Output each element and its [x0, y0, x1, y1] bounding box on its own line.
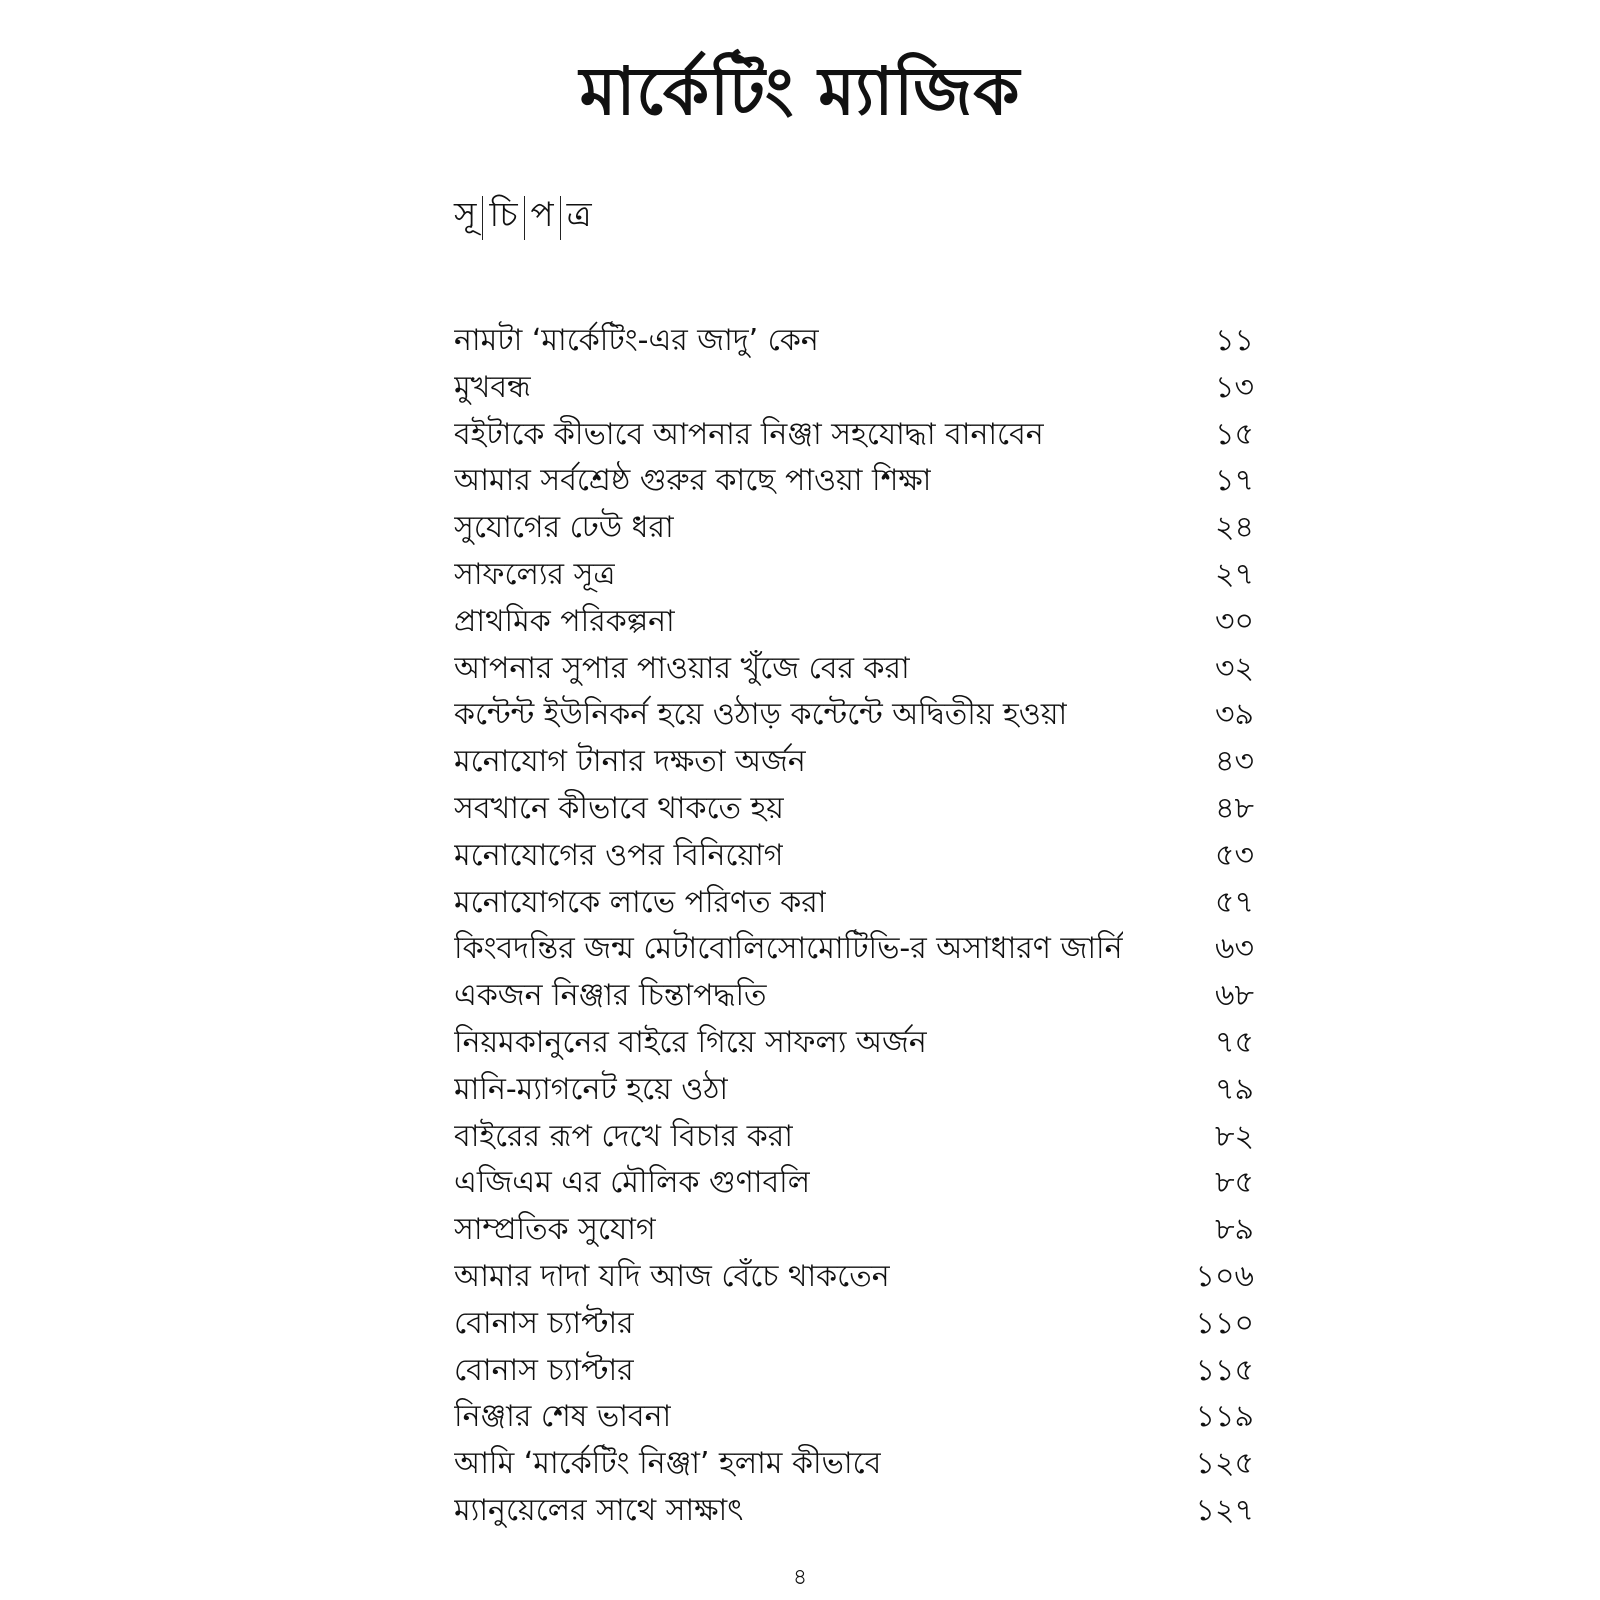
toc-entry: [454, 365, 1254, 412]
book-title: মার্কেটিং ম্যাজিক: [579, 53, 1021, 130]
toc-entry-title: মানি-ম্যাগনেট হয়ে ওঠা: [454, 1071, 729, 1107]
page-number: ৪: [792, 1565, 808, 1590]
toc-entry: [454, 1207, 1254, 1254]
toc-entry-page: ৪৮: [1215, 790, 1254, 826]
toc-entry-title: বইটাকে কীভাবে আপনার নিঞ্জা সহযোদ্ধা বানাবেন: [454, 416, 1044, 452]
toc-entry-page: ৭৫: [1215, 1024, 1254, 1060]
toc-entry-title: মনোযোগকে লাভে পরিণত করা: [454, 884, 827, 920]
toc-entry-page: ১১৫: [1195, 1352, 1254, 1388]
toc-entry-title: সাম্প্রতিক সুযোগ: [454, 1212, 656, 1248]
toc-entry-title: নামটা ‘মার্কেটিং-এর জাদু’ কেন: [454, 323, 819, 358]
toc-entry-page: ৫৭: [1215, 884, 1254, 920]
toc-entry-page: ৬৮: [1215, 978, 1254, 1014]
toc-entry: [454, 833, 1254, 880]
toc-entry-page: ১১: [1215, 323, 1254, 358]
toc-heading-syllable: প: [525, 196, 561, 240]
toc-entry-page: ১১০: [1195, 1305, 1254, 1341]
toc-entry-title: এজিএম এর মৌলিক গুণাবলি: [454, 1165, 811, 1201]
toc-entry-page: ২৭: [1214, 556, 1254, 592]
toc-entry: [454, 1067, 1254, 1114]
toc-entry-page: ১২৫: [1195, 1446, 1254, 1482]
toc-entry-page: ৬৩: [1214, 931, 1254, 967]
toc-entry-page: ১৫: [1215, 416, 1254, 452]
toc-entry-title: বাইরের রূপ দেখে বিচার করা: [454, 1118, 793, 1154]
toc-entry-title: আমার সর্বশ্রেষ্ঠ গুরুর কাছে পাওয়া শিক্ষা: [454, 463, 932, 499]
toc-entry: [454, 646, 1254, 693]
toc-entry-title: সুযোগের ঢেউ ধরা: [454, 510, 674, 546]
toc-entry-page: ৩০: [1214, 603, 1254, 639]
toc-entry: [454, 1254, 1254, 1301]
toc-entry: [454, 1160, 1254, 1207]
toc-entry: [454, 412, 1254, 459]
toc-entry-page: ১২৭: [1195, 1492, 1254, 1528]
toc-entry-page: ১৩: [1215, 369, 1254, 405]
toc-entry: [454, 1301, 1254, 1348]
toc-list: [454, 318, 1254, 1535]
toc-entry-title: আমি ‘মার্কেটিং নিঞ্জা’ হলাম কীভাবে: [454, 1446, 882, 1482]
toc-entry-page: ৪৩: [1215, 744, 1254, 780]
toc-entry: [454, 1441, 1254, 1488]
toc-entry-title: কন্টেন্ট ইউনিকর্ন হয়ে ওঠাড় কন্টেন্টে অদ্বিতীয় হওয়া: [454, 697, 1068, 733]
toc-entry-title: মনোযোগের ওপর বিনিয়োগ: [454, 837, 784, 873]
toc-entry: [454, 599, 1254, 646]
toc-entry-title: আমার দাদা যদি আজ বেঁচে থাকতেন: [454, 1258, 890, 1294]
toc-entry-page: ১০৬: [1195, 1258, 1254, 1294]
toc-entry-page: ৮৯: [1215, 1212, 1254, 1248]
toc-entry-page: ৩৯: [1215, 697, 1254, 733]
toc-entry: [454, 458, 1254, 505]
toc-heading-syllable: ত্র: [566, 195, 592, 235]
toc-heading: [454, 196, 598, 240]
toc-entry-title: মনোযোগ টানার দক্ষতা অর্জন: [454, 744, 806, 780]
toc-entry: [454, 1020, 1254, 1067]
toc-entry-page: ৩২: [1214, 650, 1254, 686]
toc-entry: [454, 318, 1254, 365]
toc-entry: [454, 1488, 1254, 1535]
toc-entry: [454, 926, 1254, 973]
toc-entry-page: ৭৯: [1215, 1071, 1254, 1107]
toc-entry-page: ৫৩: [1215, 837, 1254, 873]
toc-heading-syllable: সূ: [454, 196, 483, 240]
toc-entry-title: বোনাস চ্যাপ্টার: [454, 1305, 634, 1341]
toc-entry-title: নিঞ্জার শেষ ভাবনা: [454, 1399, 672, 1435]
toc-entry: [454, 505, 1254, 552]
toc-heading-syllable: চি: [483, 196, 524, 240]
toc-entry-title: একজন নিঞ্জার চিন্তাপদ্ধতি: [454, 978, 767, 1014]
toc-entry-title: বোনাস চ্যাপ্টার: [454, 1352, 634, 1388]
toc-entry-page: ১১৯: [1195, 1399, 1254, 1435]
toc-entry-title: প্রাথমিক পরিকল্পনা: [454, 603, 675, 639]
toc-entry: [454, 739, 1254, 786]
toc-entry-page: ২৪: [1215, 510, 1254, 546]
toc-entry-title: সাফল্যের সূত্র: [454, 556, 616, 592]
toc-entry: [454, 1394, 1254, 1441]
toc-entry: [454, 552, 1254, 599]
toc-entry-title: নিয়মকানুনের বাইরে গিয়ে সাফল্য অর্জন: [454, 1024, 927, 1060]
toc-entry: [454, 1114, 1254, 1161]
toc-entry-page: ৮২: [1215, 1118, 1254, 1154]
toc-entry-title: সবখানে কীভাবে থাকতে হয়: [454, 790, 784, 826]
toc-entry-page: ৮৫: [1215, 1165, 1254, 1201]
toc-entry: [454, 973, 1254, 1020]
toc-entry: [454, 786, 1254, 833]
toc-entry-title: আপনার সুপার পাওয়ার খুঁজে বের করা: [454, 650, 910, 686]
toc-entry: [454, 880, 1254, 927]
toc-entry: [454, 1348, 1254, 1395]
toc-entry-title: মুখবন্ধ: [454, 369, 531, 405]
toc-entry-title: কিংবদন্তির জন্ম মেটাবোলিসোমোটিভি-র অসাধারণ জার্নি: [454, 931, 1123, 967]
toc-entry-title: ম্যানুয়েলের সাথে সাক্ষাৎ: [454, 1492, 744, 1528]
toc-entry-page: ১৭: [1215, 463, 1254, 499]
toc-entry: [454, 692, 1254, 739]
